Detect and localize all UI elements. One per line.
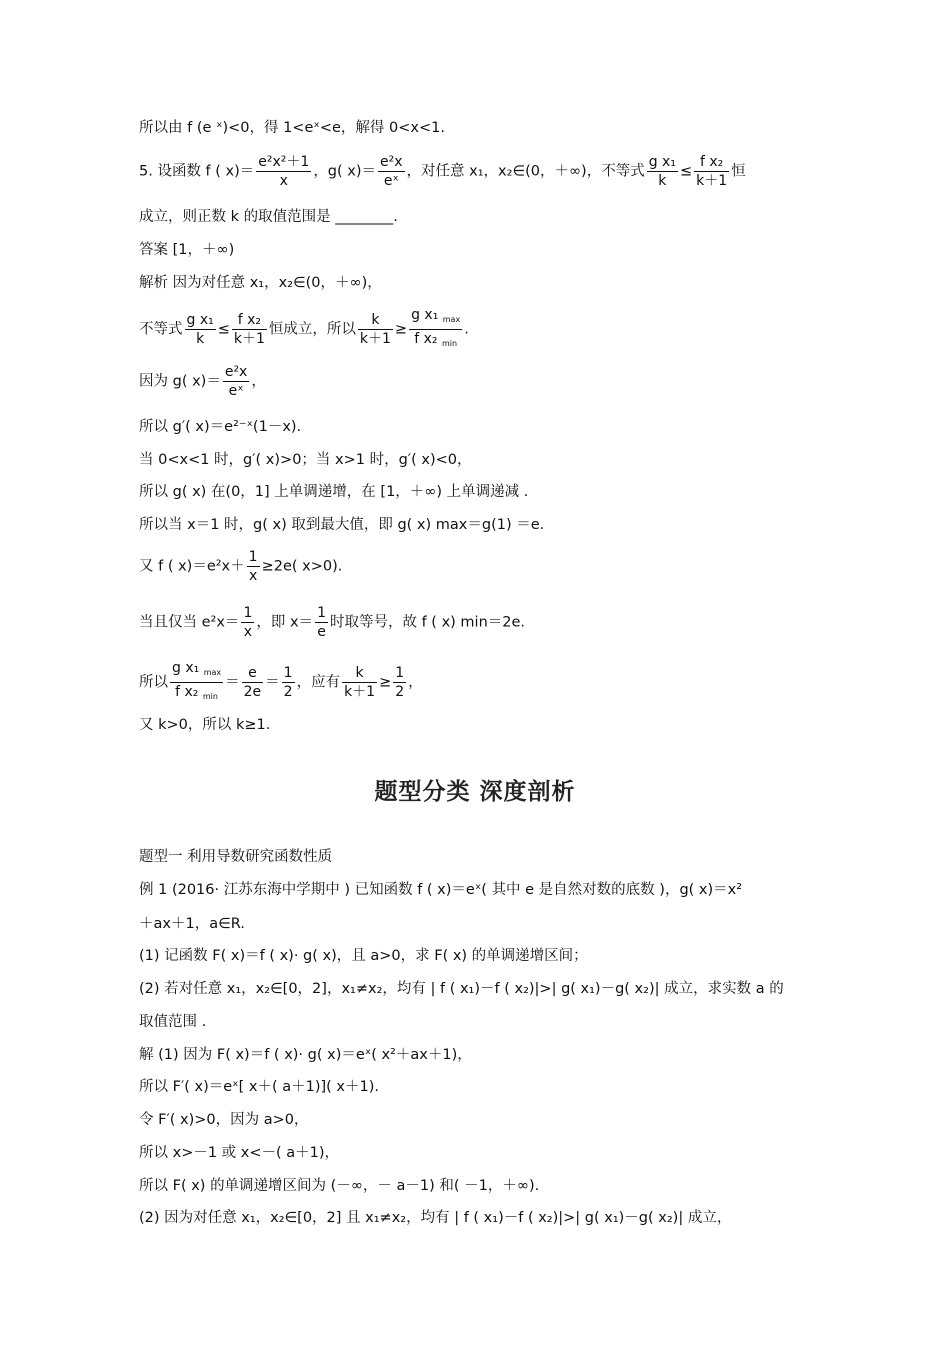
numerator: k: [371, 312, 380, 328]
solution-line: 所以 F′( x)＝eˣ[ x＋( a＋1)]( x＋1).: [139, 1079, 379, 1095]
text-span: 又 f ( x)＝e²x＋: [139, 558, 245, 575]
fraction: [694, 153, 729, 190]
example-part-2: (2) 若对任意 x₁，x₂∈[0，2]，x₁≠x₂，均有 | f ( x₁)－f ( x₂)|>| g( x₁)－g( x₂)| 成立，求实数 a 的: [139, 981, 784, 997]
text-span: 所以: [139, 674, 168, 691]
example-part-1: (1) 记函数 F( x)＝f ( x)· g( x)，且 a>0，求 F( x) 的单调递增区间；: [139, 948, 588, 964]
section-title: 题型分类 深度剖析: [374, 779, 576, 805]
fraction: [647, 153, 678, 190]
fraction: [315, 604, 328, 641]
fraction: [342, 664, 377, 701]
fraction: [378, 153, 405, 190]
text-span: 当且仅当 e²x＝: [139, 614, 240, 631]
text-span: ，: [251, 373, 266, 390]
numerator-text: g x₁: [172, 660, 200, 676]
denominator: k＋1: [359, 331, 391, 347]
subscript: max: [203, 668, 222, 677]
numerator: e²x²＋1: [258, 154, 310, 170]
fraction: [393, 664, 406, 701]
denominator: x: [241, 622, 254, 641]
fraction: [358, 311, 393, 348]
fraction: [256, 153, 311, 190]
fraction: [185, 311, 216, 348]
denominator-text: f x₂: [175, 684, 199, 700]
numerator: [409, 306, 462, 329]
text-span: ≥: [379, 674, 392, 691]
fraction: [282, 664, 295, 701]
text-span: 恒: [731, 163, 746, 180]
text-span: ≤: [679, 163, 693, 180]
text-line: [139, 604, 829, 641]
text-line: [139, 659, 829, 706]
denominator: x: [256, 171, 311, 190]
example-line: 例 1 (2016· 江苏东海中学期中 ) 已知函数 f ( x)＝eˣ( 其中 e 是自然对数的底数 )，g( x)＝x²: [139, 882, 743, 898]
denominator: 2: [395, 684, 405, 700]
numerator: g x₁: [186, 312, 214, 328]
analysis-line: 解析 因为对任意 x₁，x₂∈(0，＋∞)，: [139, 275, 382, 291]
inequality-line: [139, 306, 829, 353]
text-span: ≤: [217, 321, 230, 338]
fraction: [242, 664, 264, 701]
denominator: [170, 682, 223, 706]
text-span: ，对任意 x₁，x₂∈(0，＋∞)，不等式: [406, 163, 645, 180]
text-line: [139, 363, 829, 400]
text-line: 所以由 f (e ˣ)<0，得 1<eˣ<e，解得 0<x<1.: [139, 120, 445, 136]
fraction: [241, 604, 254, 641]
numerator: [170, 659, 223, 682]
solution-line: 所以 x>－1 或 x<－( a＋1)，: [139, 1145, 340, 1161]
denominator: k＋1: [696, 173, 728, 189]
subscript: min: [202, 692, 218, 701]
text-line: [139, 548, 829, 585]
text-span: 不等式: [139, 321, 183, 338]
subscript: max: [442, 315, 461, 324]
text-span: ，g( x)＝: [313, 163, 377, 180]
numerator-text: g x₁: [411, 307, 439, 323]
fraction: [170, 659, 223, 706]
numerator: g x₁: [648, 154, 676, 170]
text-span: 因为 g( x)＝: [139, 373, 221, 390]
topic-heading: 题型一 利用导数研究函数性质: [139, 849, 333, 865]
solution-line: 令 F′( x)>0，因为 a>0，: [139, 1112, 309, 1128]
numerator: 1: [243, 605, 253, 621]
text-span: .: [464, 321, 469, 338]
denominator: 2: [283, 684, 293, 700]
denominator: eˣ: [378, 171, 405, 190]
numerator: e: [248, 665, 257, 681]
text-span: ，: [408, 674, 423, 691]
numerator: e²x: [224, 364, 248, 380]
example-line: 取值范围 .: [139, 1014, 207, 1030]
text-span: ＝: [225, 674, 240, 691]
numerator: 1: [395, 665, 405, 681]
text-span: 恒成立，所以: [268, 321, 356, 338]
text-line: 所以 g( x) 在(0，1] 上单调递增，在 [1，＋∞) 上单调递减 .: [139, 484, 529, 500]
text-span: 时取等号，故 f ( x) min＝2e.: [329, 614, 526, 631]
fraction: [232, 311, 267, 348]
question-5-line: [139, 153, 829, 190]
text-span: ，应有: [296, 674, 341, 691]
denominator: k＋1: [344, 684, 376, 700]
denominator: k: [185, 329, 216, 348]
denominator: e: [315, 622, 328, 641]
text-span: ≥: [394, 321, 408, 338]
numerator: 1: [248, 549, 258, 565]
denominator: k: [647, 171, 678, 190]
numerator: f x₂: [237, 312, 262, 328]
text-line: 当 0<x<1 时，g′( x)>0；当 x>1 时，g′( x)<0，: [139, 452, 472, 468]
solution-line: 解 (1) 因为 F( x)＝f ( x)· g( x)＝eˣ( x²＋ax＋1)，: [139, 1047, 472, 1063]
denominator: x: [247, 566, 260, 585]
text-line: 所以 g′( x)＝e²⁻ˣ(1－x).: [139, 419, 302, 435]
numerator: f x₂: [699, 154, 724, 170]
solution-line: (2) 因为对任意 x₁，x₂∈[0，2] 且 x₁≠x₂，均有 | f ( x₁)－f ( x₂)|>| g( x₁)－g( x₂)| 成立，: [139, 1210, 732, 1226]
numerator: e²x: [380, 154, 403, 170]
text-span: ＝: [265, 674, 280, 691]
fraction: [409, 306, 462, 353]
text-line: 成立，则正数 k 的取值范围是 ________.: [139, 209, 398, 225]
denominator-text: f x₂: [414, 331, 438, 347]
numerator: k: [355, 665, 364, 681]
text-span: ，即 x＝: [256, 614, 314, 631]
text-line: 所以当 x＝1 时，g( x) 取到最大值，即 g( x) max＝g(1) ＝e.: [139, 517, 545, 533]
example-line: ＋ax＋1，a∈R.: [139, 916, 245, 932]
denominator: [409, 329, 462, 353]
fraction: [247, 548, 260, 585]
denominator: eˣ: [223, 381, 250, 400]
numerator: 1: [283, 665, 293, 681]
fraction: [223, 363, 250, 400]
solution-line: 所以 F( x) 的单调递增区间为 (－∞，－ a－1) 和( －1，＋∞).: [139, 1178, 540, 1194]
denominator: 2e: [243, 684, 262, 700]
numerator: 1: [317, 605, 326, 621]
subscript: min: [441, 339, 458, 348]
text-span: 5. 设函数 f ( x)＝: [139, 163, 255, 180]
answer-line: 答案 [1，＋∞): [139, 242, 235, 258]
text-span: ≥2e( x>0).: [261, 558, 343, 575]
text-line: 又 k>0，所以 k≥1.: [139, 717, 271, 733]
denominator: k＋1: [233, 331, 265, 347]
